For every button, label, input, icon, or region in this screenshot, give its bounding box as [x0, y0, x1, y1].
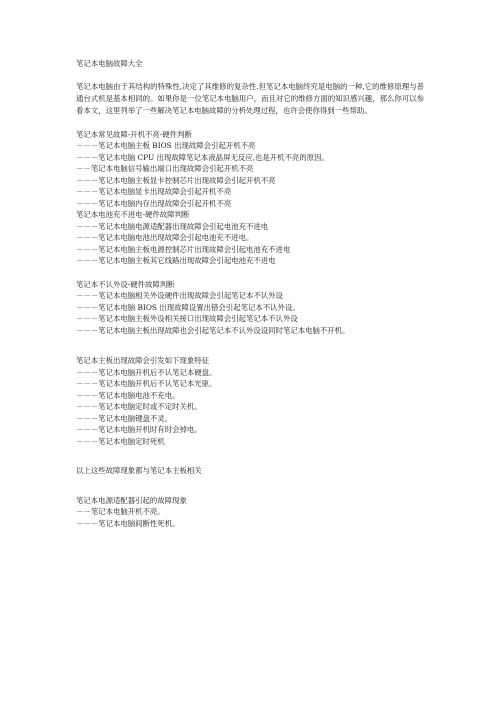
document-page: [76, 58, 424, 529]
list-item: －－－笔记本电脑开机后不认笔记本光驱。: [76, 379, 217, 389]
list-item: －－－笔记本电脑主板出现故障也会引起笔记本不认外设设同时笔记本电脑不开机。: [76, 325, 350, 335]
list-item: －－－笔记本电脑显卡出现故障会引起开机不亮: [76, 187, 232, 197]
list-item: －－－笔记本电脑相关外设硬件出现故障会引起笔记本不认外设: [76, 291, 283, 301]
list-item: －－－笔记本电脑主板 BIOS 出现故障会引起开机不亮: [76, 141, 256, 151]
spacer: [76, 267, 424, 279]
section-heading: 笔记本电源适配器引起的故障现象: [76, 495, 187, 505]
section-power-adapter: [76, 495, 424, 530]
spacer: [76, 336, 424, 355]
spacer: [76, 447, 424, 465]
list-item: －－笔记本电脑信号输出端口出现故障会引起开机不亮: [76, 164, 254, 174]
intro-paragraph: 笔记本电脑由于其结构的特殊性,决定了其维修的复杂性.但笔记本电脑终究是电脑的一种,它的维修原理与普通台式机是基本相同的。如果你是一位笔记本电脑用户，而且对它的维修方面的知识感兴趣，那么你可以参看本文，这里列举了一些解决笔记本电脑故障的分析处理过程，也许会使你得到一些帮助。: [76, 82, 424, 116]
spacer: [76, 477, 424, 495]
list-item: －－－笔记本电脑 CPU 出现故障笔记本液晶屏无反应,也是开机不亮的原因。: [76, 152, 329, 162]
summary-line: 以上这些故障现象都与笔记本主板相关: [76, 466, 202, 476]
list-item: －－－笔记本电脑电池不充电。: [76, 390, 180, 400]
section-heading: 笔记本常见故障-开机不亮-硬件判断: [76, 129, 192, 139]
section-heading: 笔记本主板出现故障会引发如下现象特征: [76, 356, 210, 366]
list-item: －－－笔记本电脑开机时有时会掉电。: [76, 425, 202, 435]
list-item: －－－笔记本电脑电池出现故障会引起电池充不进电。: [76, 233, 254, 243]
list-item: －－－笔记本电脑主板其它线路出现故障会引起电池充不进电: [76, 256, 276, 266]
section-mainboard-symptoms: [76, 355, 424, 447]
list-item: －－－笔记本电脑主板外设相关接口出现故障会引起笔记本不认外设: [76, 314, 298, 324]
list-item: －－－笔记本电脑内存出现故障会引起开机不亮: [76, 198, 232, 208]
list-item: －－－笔记本电脑主板电源控制芯片出现故障会引起电池充不进电: [76, 244, 291, 254]
section-peripheral-recognition: [76, 279, 424, 337]
section-heading: 笔记本不认外设-硬件故障判断: [76, 279, 175, 289]
list-item: －－－笔记本电脑定时死机: [76, 436, 165, 446]
list-item: －－－笔记本电脑键盘不灵。: [76, 413, 173, 423]
list-item: －－笔记本电脑开机不亮。: [76, 507, 165, 517]
section-heading: 笔记本电池充不进电-硬件故障判断: [76, 210, 190, 220]
list-item: －－－笔记本电脑 BIOS 出现故障设置出错会引起笔记本不认外设。: [76, 302, 300, 312]
section-battery-charging: [76, 209, 424, 267]
list-item: －－－笔记本电脑定时或不定时关机。: [76, 402, 202, 412]
list-item: －－－笔记本电脑开机后不认笔记本硬盘。: [76, 367, 217, 377]
list-item: －－－笔记本电脑主板显卡控制芯片出现故障会引起开机不亮: [76, 175, 276, 185]
list-item: －－－笔记本电脑电源适配器出现故障会引起电池充不进电: [76, 221, 269, 231]
document-title: 笔记本电脑故障大全: [76, 59, 143, 68]
section-boot-failure: [76, 129, 424, 210]
list-item: －－－笔记本电脑间断性死机。: [76, 518, 180, 528]
